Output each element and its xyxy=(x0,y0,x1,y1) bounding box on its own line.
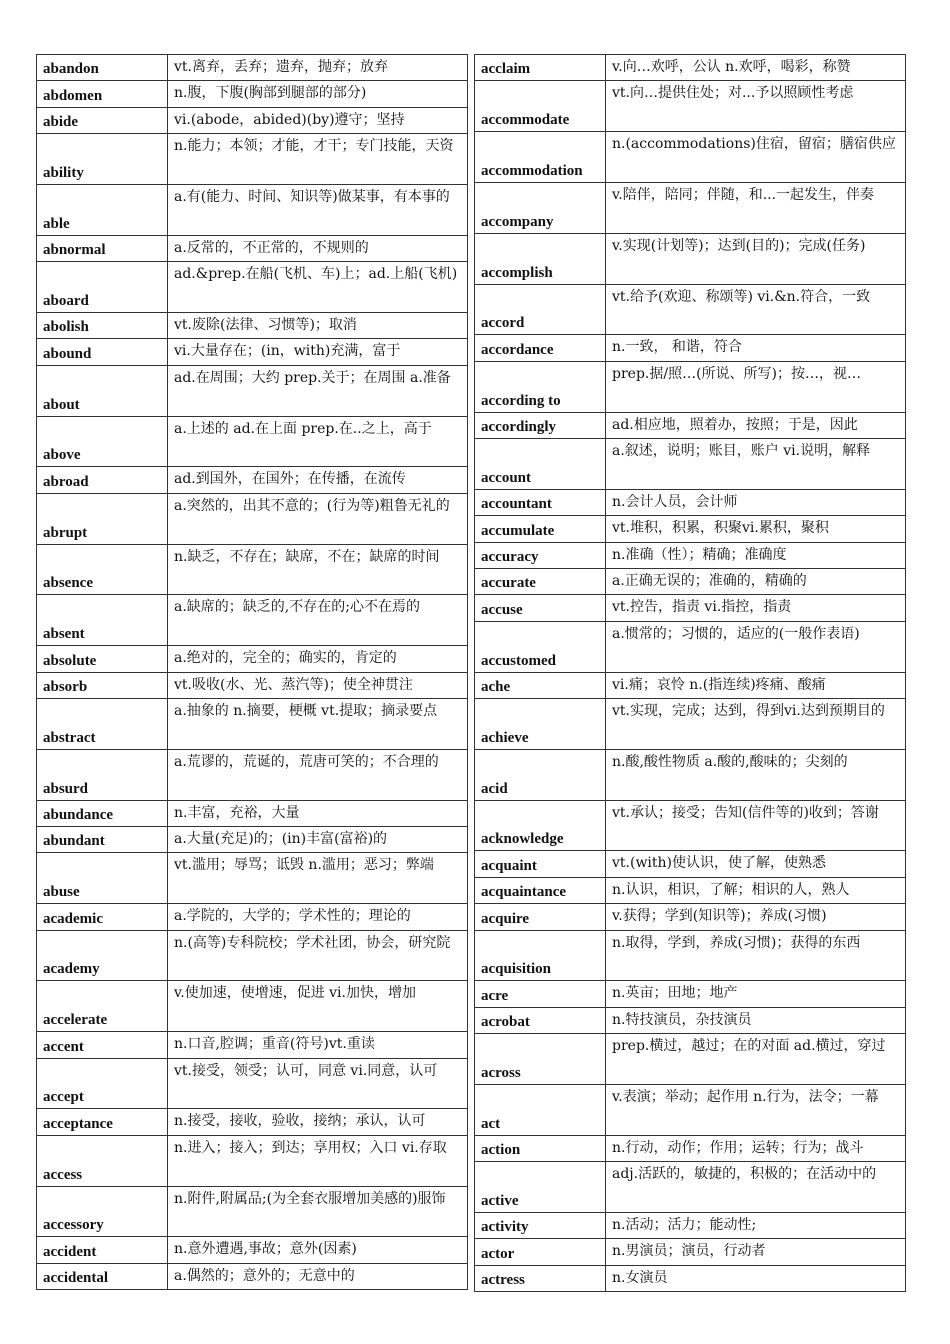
vocab-row xyxy=(475,851,906,877)
vocab-word: accustomed xyxy=(475,621,606,672)
vocab-row xyxy=(37,853,468,904)
vocab-definition: n.丰富，充裕，大量 xyxy=(168,800,468,826)
vocab-word: accumulate xyxy=(475,516,606,542)
vocab-word: absurd xyxy=(37,749,168,800)
vocab-word: abrupt xyxy=(37,493,168,544)
vocab-definition: ad.&prep.在船(飞机、车)上；ad.上船(飞机) xyxy=(168,262,468,313)
vocab-word: absent xyxy=(37,595,168,646)
vocab-word: accelerate xyxy=(37,981,168,1032)
vocab-word: accuracy xyxy=(475,542,606,568)
vocab-word: acquire xyxy=(475,904,606,930)
vocab-word: abundant xyxy=(37,827,168,853)
vocab-word: acquaintance xyxy=(475,877,606,903)
vocab-definition: v.陪伴，陪同；伴随，和...一起发生，伴奏 xyxy=(606,183,906,234)
vocab-definition: prep.横过，越过；在的对面 ad.横过，穿过 xyxy=(606,1034,906,1085)
vocab-definition: v.获得；学到(知识等)；养成(习惯) xyxy=(606,904,906,930)
vocab-word: acceptance xyxy=(37,1109,168,1135)
vocab-word: acrobat xyxy=(475,1007,606,1033)
vocab-row xyxy=(475,412,906,438)
vocab-definition: vt.(with)使认识，使了解，使熟悉 xyxy=(606,851,906,877)
vocab-definition: vi.(abode，abided)(by)遵守；坚持 xyxy=(168,107,468,133)
vocab-word: actor xyxy=(475,1239,606,1265)
vocab-word: across xyxy=(475,1034,606,1085)
vocab-row xyxy=(37,1186,468,1237)
vocab-row xyxy=(475,284,906,335)
vocab-word: abnormal xyxy=(37,235,168,261)
vocab-word: actress xyxy=(475,1265,606,1291)
vocab-word: ache xyxy=(475,672,606,698)
vocab-definition: a.惯常的；习惯的，适应的(一般作表语) xyxy=(606,621,906,672)
vocab-definition: n.准确（性）；精确；准确度 xyxy=(606,542,906,568)
vocab-word: accessory xyxy=(37,1186,168,1237)
vocab-row xyxy=(37,81,468,107)
vocabulary-table-left xyxy=(36,54,468,1290)
vocab-row xyxy=(475,877,906,903)
vocab-row xyxy=(475,183,906,234)
vocab-definition: vt.废除(法律、习惯等)；取消 xyxy=(168,313,468,339)
vocab-definition: n.腹，下腹(胸部到腿部的部分) xyxy=(168,81,468,107)
vocab-definition: vt.控告，指责 vi.指控，指责 xyxy=(606,595,906,621)
vocab-row xyxy=(37,493,468,544)
vocab-definition: a.荒谬的，荒诞的，荒唐可笑的；不合理的 xyxy=(168,749,468,800)
vocab-row xyxy=(475,1085,906,1136)
vocab-word: abdomen xyxy=(37,81,168,107)
vocab-word: accidental xyxy=(37,1263,168,1289)
vocab-definition: vt.离弃，丢弃；遗弃，抛弃；放弃 xyxy=(168,55,468,81)
vocab-definition: a.缺席的；缺乏的,不存在的;心不在焉的 xyxy=(168,595,468,646)
vocab-row xyxy=(37,339,468,365)
vocab-word: able xyxy=(37,185,168,236)
vocab-row xyxy=(475,361,906,412)
vocab-row xyxy=(475,81,906,132)
vocab-word: abolish xyxy=(37,313,168,339)
vocab-definition: ad.相应地，照着办，按照；于是，因此 xyxy=(606,412,906,438)
vocab-word: accident xyxy=(37,1237,168,1263)
vocab-definition: n.认识，相识，了解；相识的人，熟人 xyxy=(606,877,906,903)
vocab-word: accuse xyxy=(475,595,606,621)
vocab-row xyxy=(37,904,468,930)
vocab-definition: vi.痛；哀怜 n.(指连续)疼痛、酸痛 xyxy=(606,672,906,698)
vocab-definition: prep.据/照…(所说、所写)；按…，视… xyxy=(606,361,906,412)
vocab-row xyxy=(37,416,468,467)
vocab-word: academic xyxy=(37,904,168,930)
vocab-row xyxy=(475,1213,906,1239)
vocab-row xyxy=(475,1239,906,1265)
vocab-row xyxy=(475,621,906,672)
vocab-row xyxy=(37,467,468,493)
vocab-row xyxy=(37,365,468,416)
vocab-row xyxy=(37,313,468,339)
vocab-word: accommodate xyxy=(475,81,606,132)
vocab-row xyxy=(37,1263,468,1289)
vocab-row xyxy=(37,1135,468,1186)
vocab-definition: n.女演员 xyxy=(606,1265,906,1291)
vocab-row xyxy=(475,672,906,698)
vocab-definition: a.正确无误的；准确的，精确的 xyxy=(606,569,906,595)
vocab-definition: a.抽象的 n.摘要，梗概 vt.提取；摘录要点 xyxy=(168,699,468,750)
vocab-row xyxy=(37,646,468,672)
vocab-row xyxy=(37,1237,468,1263)
vocab-definition: n.活动；活力；能动性; xyxy=(606,1213,906,1239)
vocab-definition: n.男演员；演员，行动者 xyxy=(606,1239,906,1265)
vocab-definition: a.大量(充足)的；(in)丰富(富裕)的 xyxy=(168,827,468,853)
vocab-definition: v.使加速，使增速，促进 vi.加快，增加 xyxy=(168,981,468,1032)
vocab-word: academy xyxy=(37,930,168,981)
vocab-row xyxy=(475,1034,906,1085)
vocab-definition: n.口音,腔调；重音(符号)vt.重读 xyxy=(168,1032,468,1058)
vocab-row xyxy=(37,107,468,133)
vocab-row xyxy=(475,1265,906,1291)
vocab-definition: n.行动，动作；作用；运转；行为；战斗 xyxy=(606,1135,906,1161)
vocab-row xyxy=(37,1058,468,1109)
vocab-row xyxy=(37,827,468,853)
vocab-definition: n.附件,附属品;(为全套衣服增加美感的)服饰 xyxy=(168,1186,468,1237)
vocab-row xyxy=(37,749,468,800)
vocab-definition: vt.吸收(水、光、蒸汽等)；使全神贯注 xyxy=(168,672,468,698)
vocab-definition: n.特技演员，杂技演员 xyxy=(606,1007,906,1033)
vocab-word: accountant xyxy=(475,489,606,515)
vocab-definition: v.表演；举动；起作用 n.行为，法令；一幕 xyxy=(606,1085,906,1136)
vocab-word: accordance xyxy=(475,335,606,361)
vocab-definition: n.英亩；田地；地产 xyxy=(606,981,906,1007)
vocab-word: accurate xyxy=(475,569,606,595)
vocab-row xyxy=(37,981,468,1032)
vocab-word: acre xyxy=(475,981,606,1007)
vocab-word: access xyxy=(37,1135,168,1186)
vocab-row xyxy=(37,595,468,646)
vocab-word: accomplish xyxy=(475,233,606,284)
vocab-row xyxy=(37,55,468,81)
vocab-row xyxy=(475,569,906,595)
vocab-definition: ad.到国外，在国外；在传播，在流传 xyxy=(168,467,468,493)
vocab-word: action xyxy=(475,1135,606,1161)
vocab-word: acknowledge xyxy=(475,800,606,851)
vocab-row xyxy=(475,1007,906,1033)
vocab-word: about xyxy=(37,365,168,416)
vocab-definition: n.接受，接收，验收，接纳；承认，认可 xyxy=(168,1109,468,1135)
vocab-row xyxy=(37,1032,468,1058)
vocab-row xyxy=(475,930,906,981)
vocabulary-table-right xyxy=(474,54,906,1292)
vocab-row xyxy=(475,233,906,284)
vocab-word: active xyxy=(475,1162,606,1213)
vocab-row xyxy=(37,262,468,313)
vocab-definition: ad.在周围；大约 prep.关于；在周围 a.准备 xyxy=(168,365,468,416)
vocab-word: absorb xyxy=(37,672,168,698)
vocab-word: acquisition xyxy=(475,930,606,981)
vocab-definition: n.取得，学到，养成(习惯)；获得的东西 xyxy=(606,930,906,981)
vocab-row xyxy=(37,800,468,826)
vocab-definition: a.叙述，说明；账目，账户 vi.说明，解释 xyxy=(606,439,906,490)
vocab-word: activity xyxy=(475,1213,606,1239)
vocab-definition: vi.大量存在；(in，with)充满，富于 xyxy=(168,339,468,365)
vocab-row xyxy=(475,132,906,183)
vocab-definition: n.能力；本领；才能，才干；专门技能，天资 xyxy=(168,134,468,185)
vocab-definition: vt.承认；接受；告知(信件等的)收到；答谢 xyxy=(606,800,906,851)
vocab-definition: v.实现(计划等)；达到(目的)；完成(任务) xyxy=(606,233,906,284)
vocab-row xyxy=(37,672,468,698)
vocab-word: accent xyxy=(37,1032,168,1058)
vocab-row xyxy=(37,930,468,981)
vocab-row xyxy=(37,185,468,236)
vocab-row xyxy=(37,544,468,595)
vocab-row xyxy=(475,749,906,800)
vocab-word: accommodation xyxy=(475,132,606,183)
vocab-row xyxy=(475,699,906,750)
vocab-row xyxy=(475,439,906,490)
vocab-word: abstract xyxy=(37,699,168,750)
vocab-row xyxy=(475,1162,906,1213)
vocab-definition: n.缺乏，不存在；缺席，不在；缺席的时间 xyxy=(168,544,468,595)
vocab-word: accord xyxy=(475,284,606,335)
vocab-definition: n.意外遭遇,事故；意外(因素) xyxy=(168,1237,468,1263)
vocab-word: abroad xyxy=(37,467,168,493)
vocab-row xyxy=(475,981,906,1007)
vocab-word: abound xyxy=(37,339,168,365)
vocab-definition: a.反常的，不正常的，不规则的 xyxy=(168,235,468,261)
vocab-word: absence xyxy=(37,544,168,595)
vocab-definition: n.会计人员，会计师 xyxy=(606,489,906,515)
vocab-word: accompany xyxy=(475,183,606,234)
vocab-definition: vt.滥用；辱骂；诋毁 n.滥用；恶习；弊端 xyxy=(168,853,468,904)
vocab-definition: a.偶然的；意外的；无意中的 xyxy=(168,1263,468,1289)
vocab-definition: vt.向…提供住处；对...予以照顾性考虑 xyxy=(606,81,906,132)
vocab-definition: v.向…欢呼，公认 n.欢呼，喝彩，称赞 xyxy=(606,55,906,81)
vocab-word: ability xyxy=(37,134,168,185)
vocab-word: acid xyxy=(475,749,606,800)
vocab-word: accept xyxy=(37,1058,168,1109)
vocab-definition: vt.接受，领受；认可，同意 vi.同意，认可 xyxy=(168,1058,468,1109)
vocab-row xyxy=(475,489,906,515)
vocab-definition: vt.实现，完成；达到，得到vi.达到预期目的 xyxy=(606,699,906,750)
vocab-definition: n.进入；接入；到达；享用权；入口 vi.存取 xyxy=(168,1135,468,1186)
vocab-row xyxy=(475,542,906,568)
vocab-definition: vt.堆积，积累，积聚vi.累积，聚积 xyxy=(606,516,906,542)
vocab-definition: n.酸,酸性物质 a.酸的,酸味的；尖刻的 xyxy=(606,749,906,800)
vocab-row xyxy=(37,699,468,750)
vocab-row xyxy=(475,904,906,930)
vocab-definition: a.有(能力、时间、知识等)做某事，有本事的 xyxy=(168,185,468,236)
vocab-row xyxy=(475,1135,906,1161)
vocab-definition: vt.给予(欢迎、称颂等) vi.&n.符合，一致 xyxy=(606,284,906,335)
vocab-word: according to xyxy=(475,361,606,412)
vocab-word: acquaint xyxy=(475,851,606,877)
vocab-row xyxy=(37,1109,468,1135)
vocab-word: account xyxy=(475,439,606,490)
vocab-word: act xyxy=(475,1085,606,1136)
vocab-definition: n.(高等)专科院校；学术社团，协会，研究院 xyxy=(168,930,468,981)
vocab-definition: a.绝对的，完全的；确实的，肯定的 xyxy=(168,646,468,672)
vocab-row xyxy=(37,134,468,185)
vocab-definition: n.一致， 和谐，符合 xyxy=(606,335,906,361)
vocab-word: achieve xyxy=(475,699,606,750)
vocab-word: abide xyxy=(37,107,168,133)
vocab-word: acclaim xyxy=(475,55,606,81)
vocab-word: absolute xyxy=(37,646,168,672)
vocab-word: abundance xyxy=(37,800,168,826)
vocab-row xyxy=(475,55,906,81)
vocab-row xyxy=(475,516,906,542)
vocab-row xyxy=(475,800,906,851)
vocab-definition: adj.活跃的，敏捷的，积极的；在活动中的 xyxy=(606,1162,906,1213)
vocab-definition: a.上述的 ad.在上面 prep.在..之上，高于 xyxy=(168,416,468,467)
vocab-row xyxy=(37,235,468,261)
vocab-definition: a.突然的，出其不意的；(行为等)粗鲁无礼的 xyxy=(168,493,468,544)
vocab-definition: n.(accommodations)住宿，留宿；膳宿供应 xyxy=(606,132,906,183)
vocab-word: accordingly xyxy=(475,412,606,438)
vocab-row xyxy=(475,335,906,361)
vocab-word: abandon xyxy=(37,55,168,81)
vocab-word: above xyxy=(37,416,168,467)
vocab-definition: a.学院的，大学的；学术性的；理论的 xyxy=(168,904,468,930)
vocab-word: abuse xyxy=(37,853,168,904)
vocab-row xyxy=(475,595,906,621)
vocab-word: aboard xyxy=(37,262,168,313)
